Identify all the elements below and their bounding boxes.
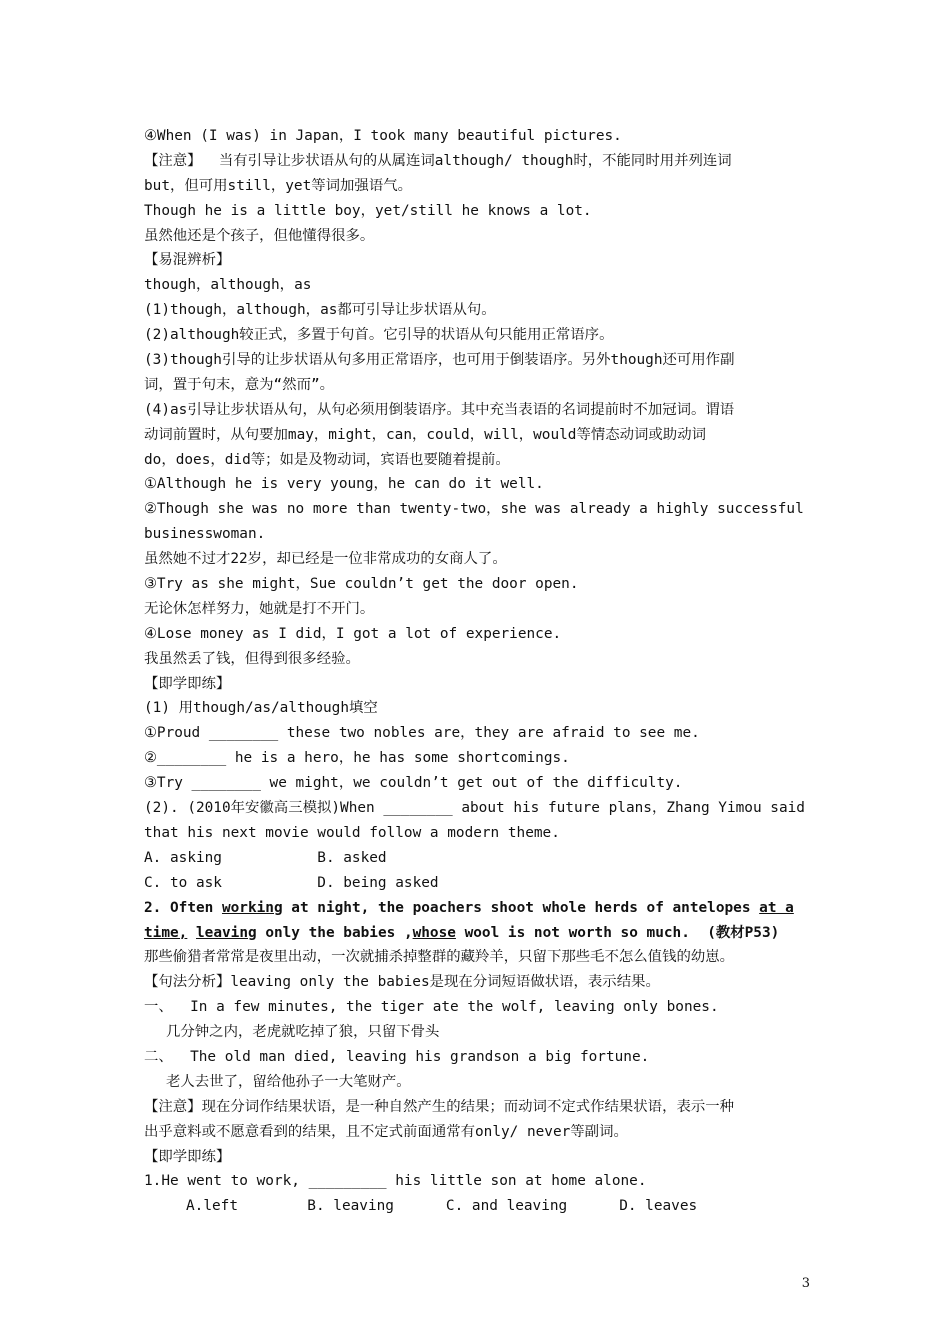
note-line: 【注意】现在分词作结果状语，是一种自然产生的结果；而动词不定式作结果状语，表示一种 — [144, 1098, 735, 1115]
text-line: 动词前置时，从句要加may，might，can，could，will，would等情态动词或助动词 — [144, 426, 706, 443]
exercise-item: (2). (2010年安徽高三模拟)When ________ about his future plans，Zhang Yimou said — [144, 800, 805, 817]
underlined-word: whose — [412, 924, 456, 941]
example-sentence: ④Lose money as I did，I got a lot of experience. — [144, 625, 562, 642]
text-line: though，although，as — [144, 277, 312, 294]
exercise-item: ③Try ________ we might，we couldn’t get out of the difficulty. — [144, 775, 683, 792]
section-heading: 【即学即练】 — [144, 675, 231, 692]
underlined-word: time, — [144, 924, 188, 941]
example-sentence: 一、 In a few minutes, the tiger ate the wolf, leaving only bones. — [144, 999, 719, 1016]
answer-options: A. asking B. asked — [144, 849, 387, 866]
text-line: (4)as引导让步状语从句，从句必须用倒装语序。其中充当表语的名词提前时不加冠词。谓语 — [144, 401, 735, 418]
exercise-instruction: (1) 用though/as/although填空 — [144, 700, 378, 717]
key-sentence-text — [187, 925, 196, 941]
text-line: 词，置于句末，意为“然而”。 — [144, 376, 335, 393]
text-line: Though he is a little boy，yet/still he knows a lot. — [144, 202, 592, 219]
translation-line: 虽然她不过才22岁，却已经是一位非常成功的女商人了。 — [144, 551, 507, 568]
page-number: 3 — [801, 1276, 810, 1291]
note-line: 出乎意料或不愿意看到的结果，且不定式前面通常有only/ never等副词。 — [144, 1123, 628, 1140]
key-sentence-text: wool is not worth so much. (教材P53) — [455, 924, 780, 941]
example-sentence: ③Try as she might，Sue couldn’t get the door open. — [144, 576, 579, 593]
translation-line: 老人去世了，留给他孙子一大笔财产。 — [166, 1073, 411, 1090]
underlined-word: working — [221, 899, 283, 916]
underlined-word: at a — [759, 899, 794, 916]
key-sentence-line-1 — [144, 896, 814, 921]
text-line: (3)though引导的让步状语从句多用正常语序，也可用于倒装语序。另外though还可用作副 — [144, 352, 735, 369]
exercise-item: 1.He went to work, _________ his little son at home alone. — [144, 1173, 647, 1190]
text-line: but，但可用still，yet等词加强语气。 — [144, 177, 412, 194]
translation-line: 几分钟之内，老虎就吃掉了狼，只留下骨头 — [166, 1024, 440, 1041]
text-line: that his next movie would follow a modern theme. — [144, 824, 560, 841]
exercise-item: ②________ he is a hero，he has some shortcomings. — [144, 750, 570, 767]
key-sentence-text: at night, the poachers shoot whole herds of antelopes — [282, 899, 760, 916]
page-content — [144, 124, 814, 1219]
analysis-line: 【句法分析】leaving only the babies是现在分词短语做状语，表示结果。 — [144, 974, 660, 991]
text-line: 虽然他还是个孩子，但他懂得很多。 — [144, 227, 375, 244]
section-heading: 【即学即练】 — [144, 1148, 231, 1165]
example-sentence: 二、 The old man died, leaving his grandson a big fortune. — [144, 1048, 650, 1065]
translation-line: 我虽然丢了钱，但得到很多经验。 — [144, 650, 360, 667]
underlined-word: leaving — [196, 924, 257, 941]
text-line: businesswoman. — [144, 526, 266, 543]
key-sentence-line-2 — [144, 921, 814, 946]
exercise-item: ①Proud ________ these two nobles are，they are afraid to see me. — [144, 725, 700, 742]
translation-line: 那些偷猎者常常是夜里出动，一次就捕杀掉整群的藏羚羊，只留下那些毛不怎么值钱的幼崽。 — [144, 949, 735, 966]
answer-options: C. to ask D. being asked — [144, 874, 439, 891]
text-line: ④When (I was) in Japan，I took many beautiful pictures. — [144, 128, 622, 144]
answer-options: A.left B. leaving C. and leaving D. leaves — [186, 1198, 698, 1215]
example-sentence: ②Though she was no more than twenty-two，she was already a highly successful — [144, 501, 804, 518]
section-heading: 【易混辨析】 — [144, 252, 231, 269]
text-line: do，does，did等；如是及物动词，宾语也要随着提前。 — [144, 451, 510, 468]
example-sentence: ①Although he is very young，he can do it well. — [144, 476, 544, 493]
key-sentence-text: only the babies , — [256, 924, 413, 941]
text-line: 【注意】 当有引导让步状语从句的从属连词although/ though时，不能同时用并列连词 — [144, 152, 732, 169]
key-sentence-text: 2. Often — [144, 899, 222, 916]
text-line: (2)although较正式，多置于句首。它引导的状语从句只能用正常语序。 — [144, 327, 614, 344]
text-line: (1)though，although，as都可引导让步状语从句。 — [144, 302, 496, 319]
translation-line: 无论休怎样努力，她就是打不开门。 — [144, 600, 375, 617]
